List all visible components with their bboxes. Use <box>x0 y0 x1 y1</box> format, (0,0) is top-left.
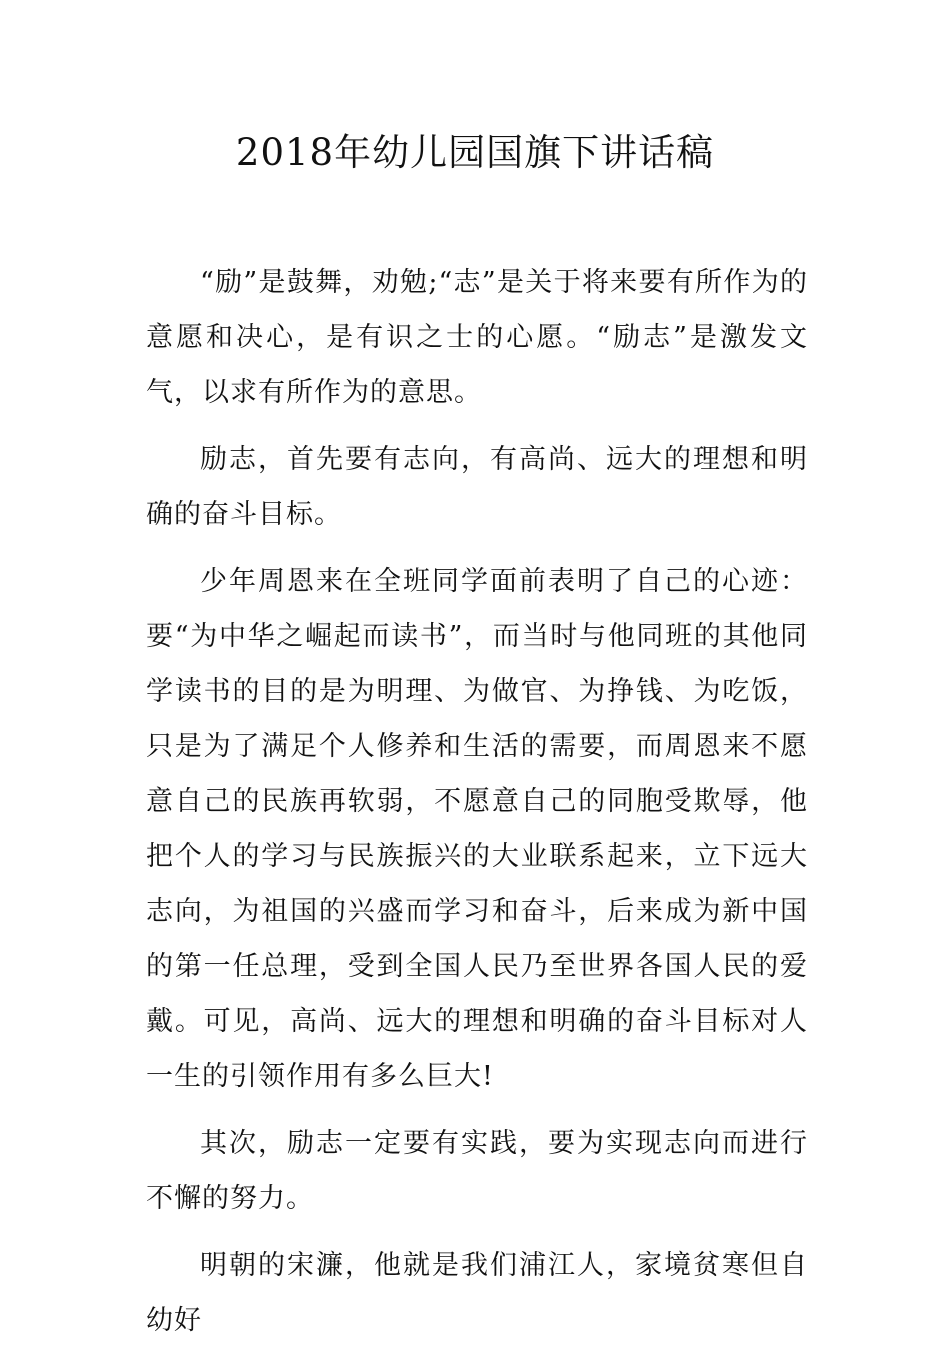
document-title: 2018年幼儿园国旗下讲话稿 <box>235 131 715 174</box>
paragraph-4: 其次，励志一定要有实践，要为实现志向而进行不懈的努力。 <box>146 1128 808 1214</box>
document-body <box>146 255 808 1360</box>
paragraph-1: “励”是鼓舞，劝勉;“志”是关于将来要有所作为的意愿和决心，是有识之士的心愿。“励志”是激发文气，以求有所作为的意思。 <box>146 267 808 408</box>
paragraph-3: 少年周恩来在全班同学面前表明了自己的心迹：要“为中华之崛起而读书”，而当时与他同班的其他同学读书的目的是为明理、为做官、为挣钱、为吃饭，只是为了满足个人修养和生活的需要，而周恩来不愿意自己的民族再软弱，不愿意自己的同胞受欺辱，他把个人的学习与民族振兴的大业联系起来，立下远大志向，为祖国的兴盛而学习和奋斗，后来成为新中国的第一任总理，受到全国人民乃至世界各国人民的爱戴。可见，高尚、远大的理想和明确的奋斗目标对人一生的引领作用有多么巨大! <box>146 566 808 1092</box>
paragraph-2: 励志，首先要有志向，有高尚、远大的理想和明确的奋斗目标。 <box>146 444 808 530</box>
paragraph-5: 明朝的宋濂，他就是我们浦江人，家境贫寒但自幼好 <box>146 1250 808 1336</box>
